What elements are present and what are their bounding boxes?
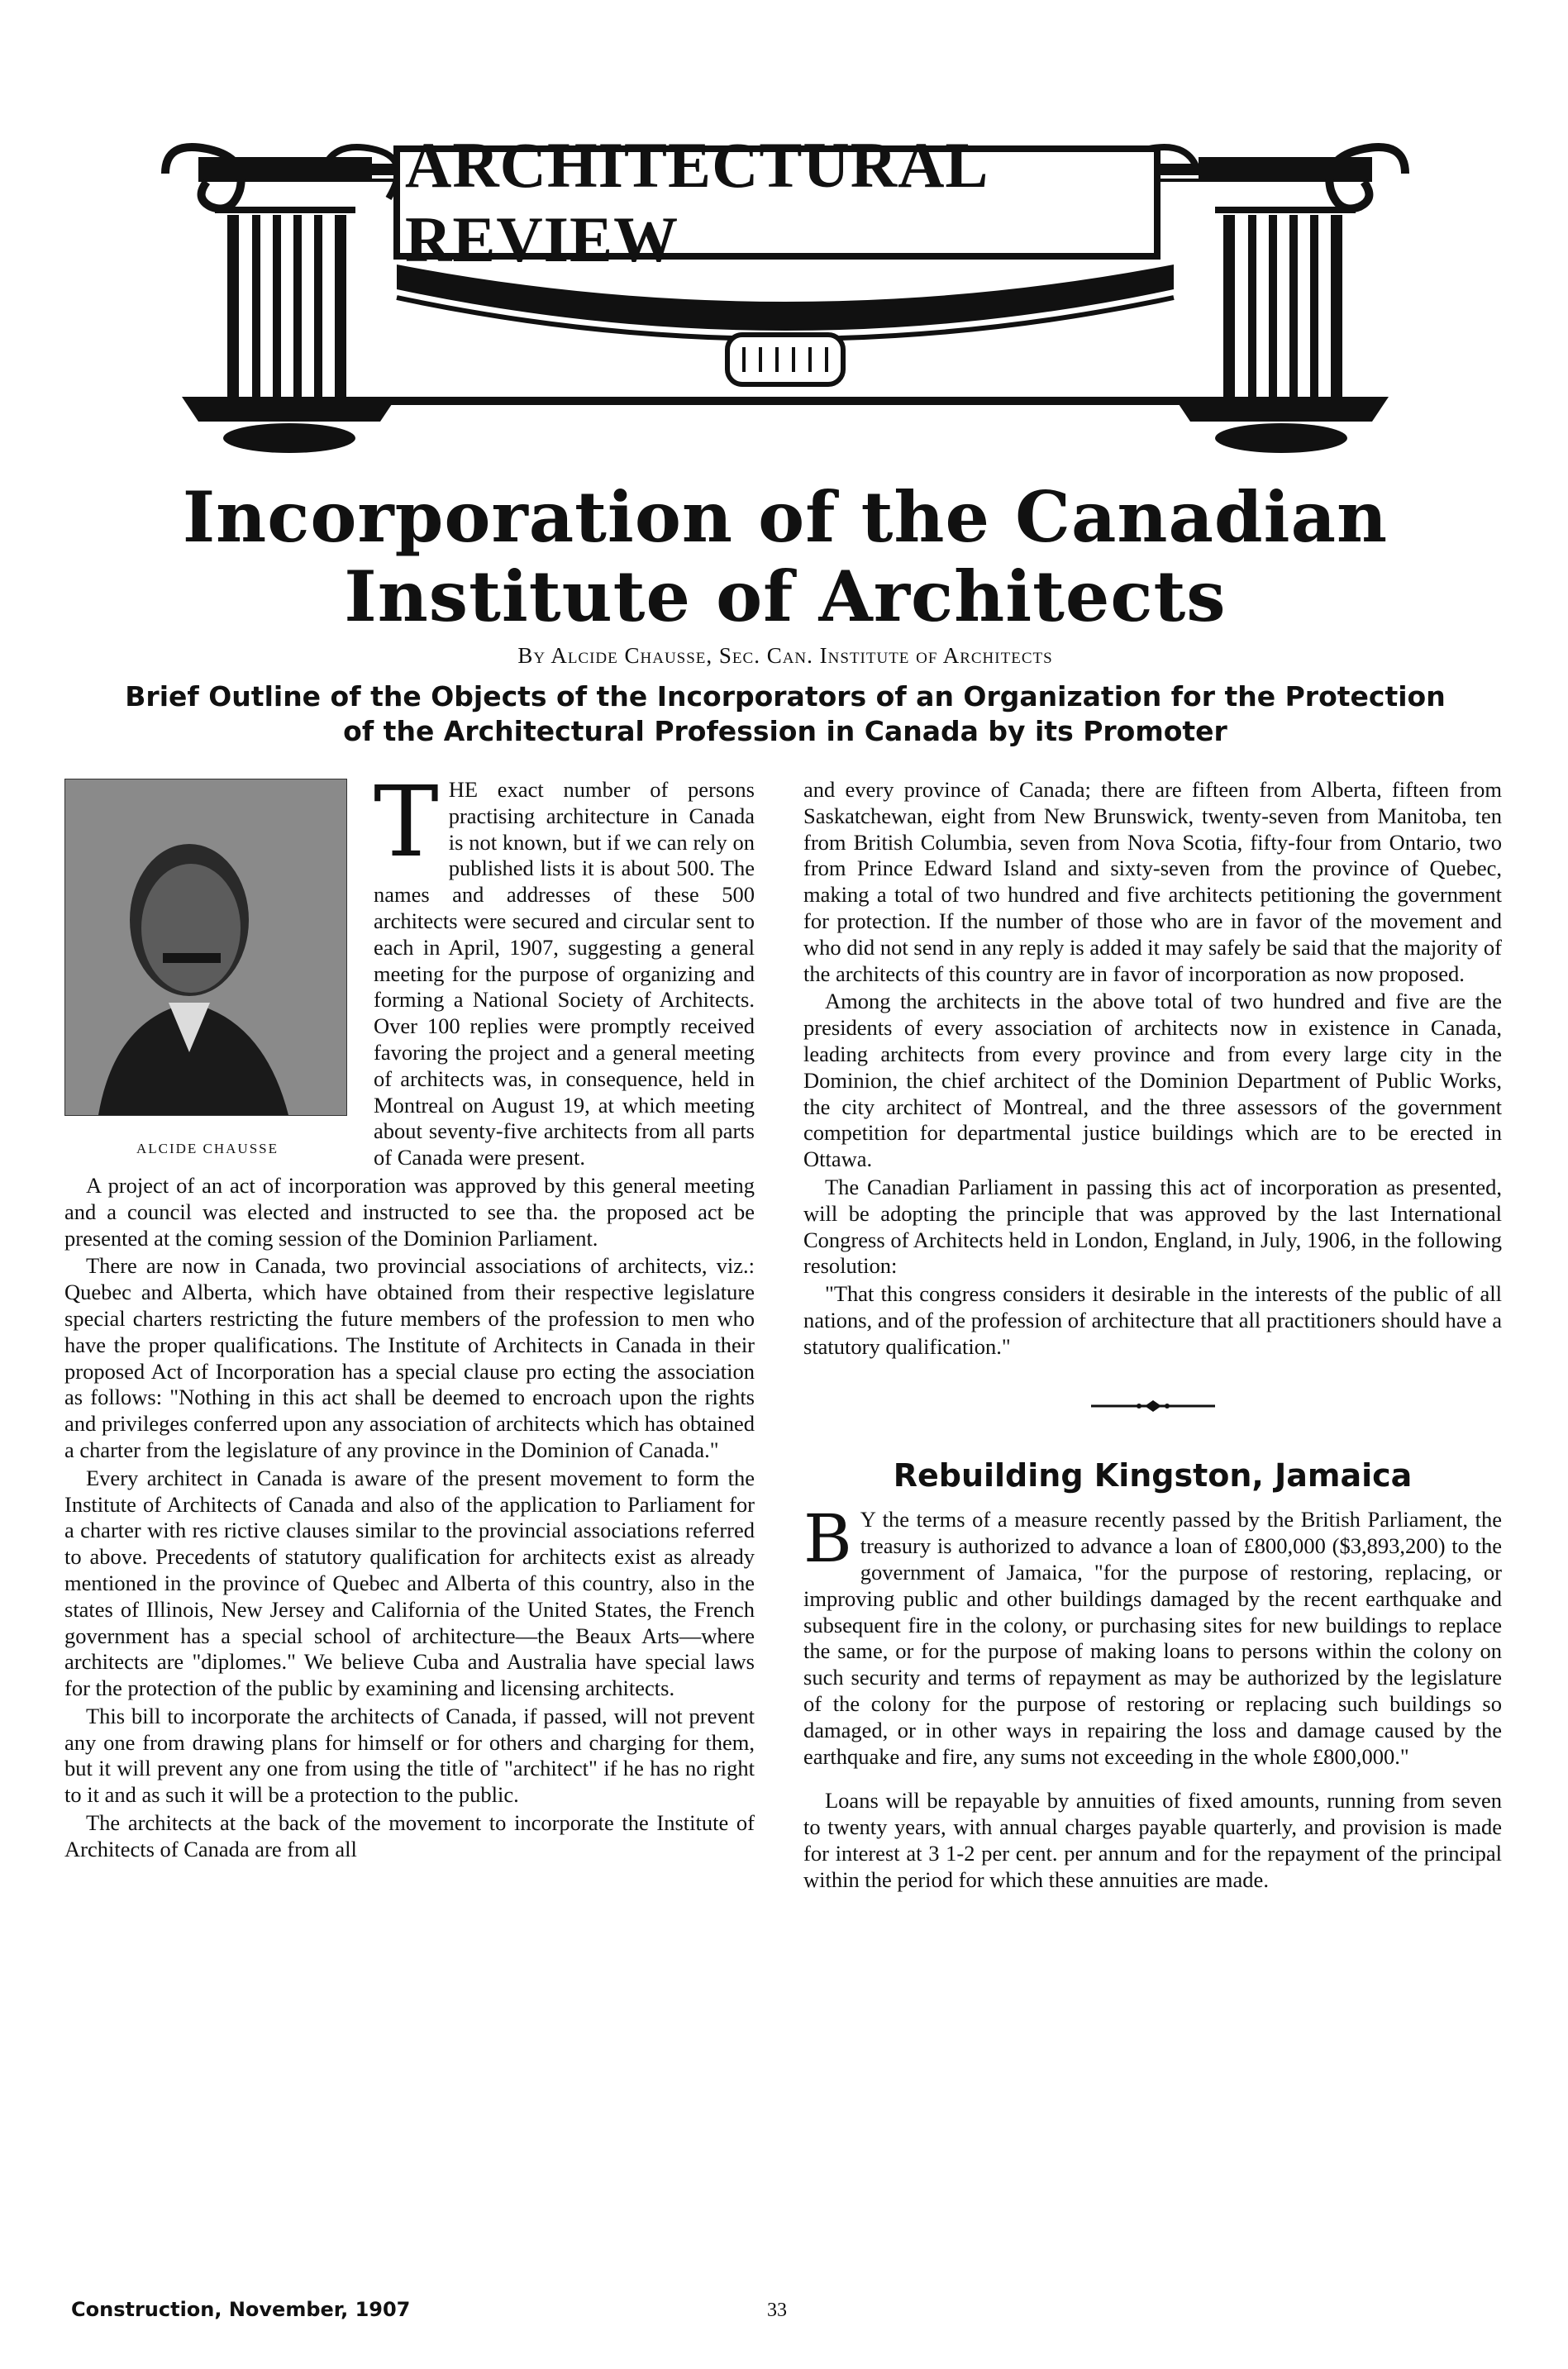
article-paragraph: The architects at the back of the movement to incorporate the Institute of Architects of Canada are from all xyxy=(64,1810,755,1861)
article-quote: "That this congress considers it desirable in the interests of the public of all nations, and of the profession of architecture that all practitioners should have a statutory qualification." xyxy=(803,1281,1502,1359)
article-subtitle: Brief Outline of the Objects of the Incorporators of an Organization for the Protection of the Architectural Profession in Canada by its Promoter xyxy=(125,680,1446,747)
article-byline: By Alcide Chausse, Sec. Can. Institute of Architects xyxy=(517,643,1053,668)
drop-cap: B xyxy=(803,1500,852,1578)
article-paragraph: and every province of Canada; there are fifteen from Alberta, fifteen from Saskatchewan, eight from New Brunswick, twenty-seven from Manitoba, ten from British Columbia, seven from Nova Scotia, fifty-four from Ontario, two from Prince Edward Island and sixty-seven from the province of Quebec, making a total of two hundred and five architects petitioning the government for protection. If the number of those who are in favor of the movement and who did not send in any reply is added it may safely be said that the majority of the architects of this country are in favor of incorporation as now proposed. xyxy=(803,777,1502,986)
drop-cap: T xyxy=(374,765,439,879)
article-paragraph: Among the architects in the above total of two hundred and five are the presidents of every association of architects now in existence in Canada, leading architects from every province and from every large city in the Dominion, the chief architect of the Dominion Department of Public Works, the city architect of Montreal, and the three assessors of the government competition for departmental justice buildings which are to be erected in Ottawa. xyxy=(803,989,1502,1172)
article-paragraph: The Canadian Parliament in passing this act of incorporation as presented, will be adopting the principle that was approved by the last International Congress of Architects held in London, England, in July, 1906, in the following resolution: xyxy=(803,1174,1502,1279)
author-photo-figure xyxy=(64,779,350,1162)
page-number: 33 xyxy=(767,2300,787,2321)
masthead-banner xyxy=(149,124,1422,455)
article-title: Incorporation of the Canadian Institute of Architects xyxy=(182,476,1389,637)
section-divider-ornament xyxy=(803,1400,1502,1412)
first-paragraph-text: HE exact number of persons practising architecture in Canada is not known, but if we can rely on published lists it is about 500. The names and addresses of these 500 architects were secured and circular sent to each in April, 1907, suggesting a general meeting for the purpose of organizing and forming a National Society of Architects. Over 100 replies were promptly received favoring the project and a general meeting of architects was, in consequence, held in Montreal on August 19, at which meeting about seventy-five architects from all parts of Canada were present. xyxy=(374,777,755,1170)
article-paragraph: Loans will be repayable by annuities of fixed amounts, running from seven to twenty years, with annual charges payable quarterly, and provision is made for interest at 3 1-2 per cent. per annum and for the repayment of the principal within the period for which these annuities are made. xyxy=(803,1788,1502,1892)
article-paragraph: A project of an act of incorporation was approved by this general meeting and a council was elected and instructed to see tha. the proposed act be presented at the coming session of the Dominion Parliament. xyxy=(64,1172,755,1251)
article-paragraph: Every architect in Canada is aware of the present movement to form the Institute of Architects of Canada and also of the application to Parliament for a charter with res rictive clauses similar to the provincial associations referred to above. Precedents of statutory qualification for architects exist as already mentioned in the province of Quebec and Alberta of this country, also in the states of Illinois, New Jersey and California of the United States, the French government has a special school of architecture—the Beaux Arts—where architects are "diplomes." We believe Cuba and Australia have special laws for the protection of the public by examining and licensing architects. xyxy=(64,1465,755,1701)
publication-footer: Construction, November, 1907 xyxy=(71,2298,411,2321)
article-paragraph: This bill to incorporate the architects of Canada, if passed, will not prevent any one from drawing plans for himself or for others and charging for them, but it will prevent any one from using the title of "architect" if he has no right to it and as such it will be a protection to the public. xyxy=(64,1703,755,1808)
masthead-title: ARCHITECTURAL REVIEW xyxy=(405,129,986,275)
author-portrait-image xyxy=(64,779,347,1116)
left-column xyxy=(64,765,755,1865)
right-column xyxy=(803,777,1502,1895)
second-article-title: Rebuilding Kingston, Jamaica xyxy=(893,1456,1413,1494)
article-paragraph: There are now in Canada, two provincial associations of architects, viz.: Quebec and Alberta, which have obtained from their respective legislature special charters restricting the future members of the profession to men who have the proper qualifications. The Institute of Architects in Canada in their proposed Act of Incorporation has a special clause pro ecting the association as follows: "Nothing in this act shall be deemed to encroach upon the rights and privileges conferred upon any association of architects which has obtained a charter from the legislature of any province in the Dominion of Canada." xyxy=(64,1253,755,1462)
first-paragraph-text: Y the terms of a measure recently passed by the British Parliament, the treasury is authorized to advance a loan of £800,000 ($3,893,200) to the government of Jamaica, "for the purpose of restoring, replacing, or improving public and other buildings damaged by the recent earthquake and subsequent fire in the colony, or purchasing sites for new buildings to replace the same, or for the purpose of making loans to persons within the colony on such security and terms of repayment as may be authorized by the legislature of the colony for the purpose of restoring or replacing such buildings so damaged, or in other ways in repairing the loss and damage caused by the earthquake and fire, any sums not exceeding in the whole £800,000." xyxy=(803,1507,1502,1769)
second-article-first-paragraph xyxy=(803,1500,1502,1770)
photo-caption: ALCIDE CHAUSSE xyxy=(136,1141,279,1156)
